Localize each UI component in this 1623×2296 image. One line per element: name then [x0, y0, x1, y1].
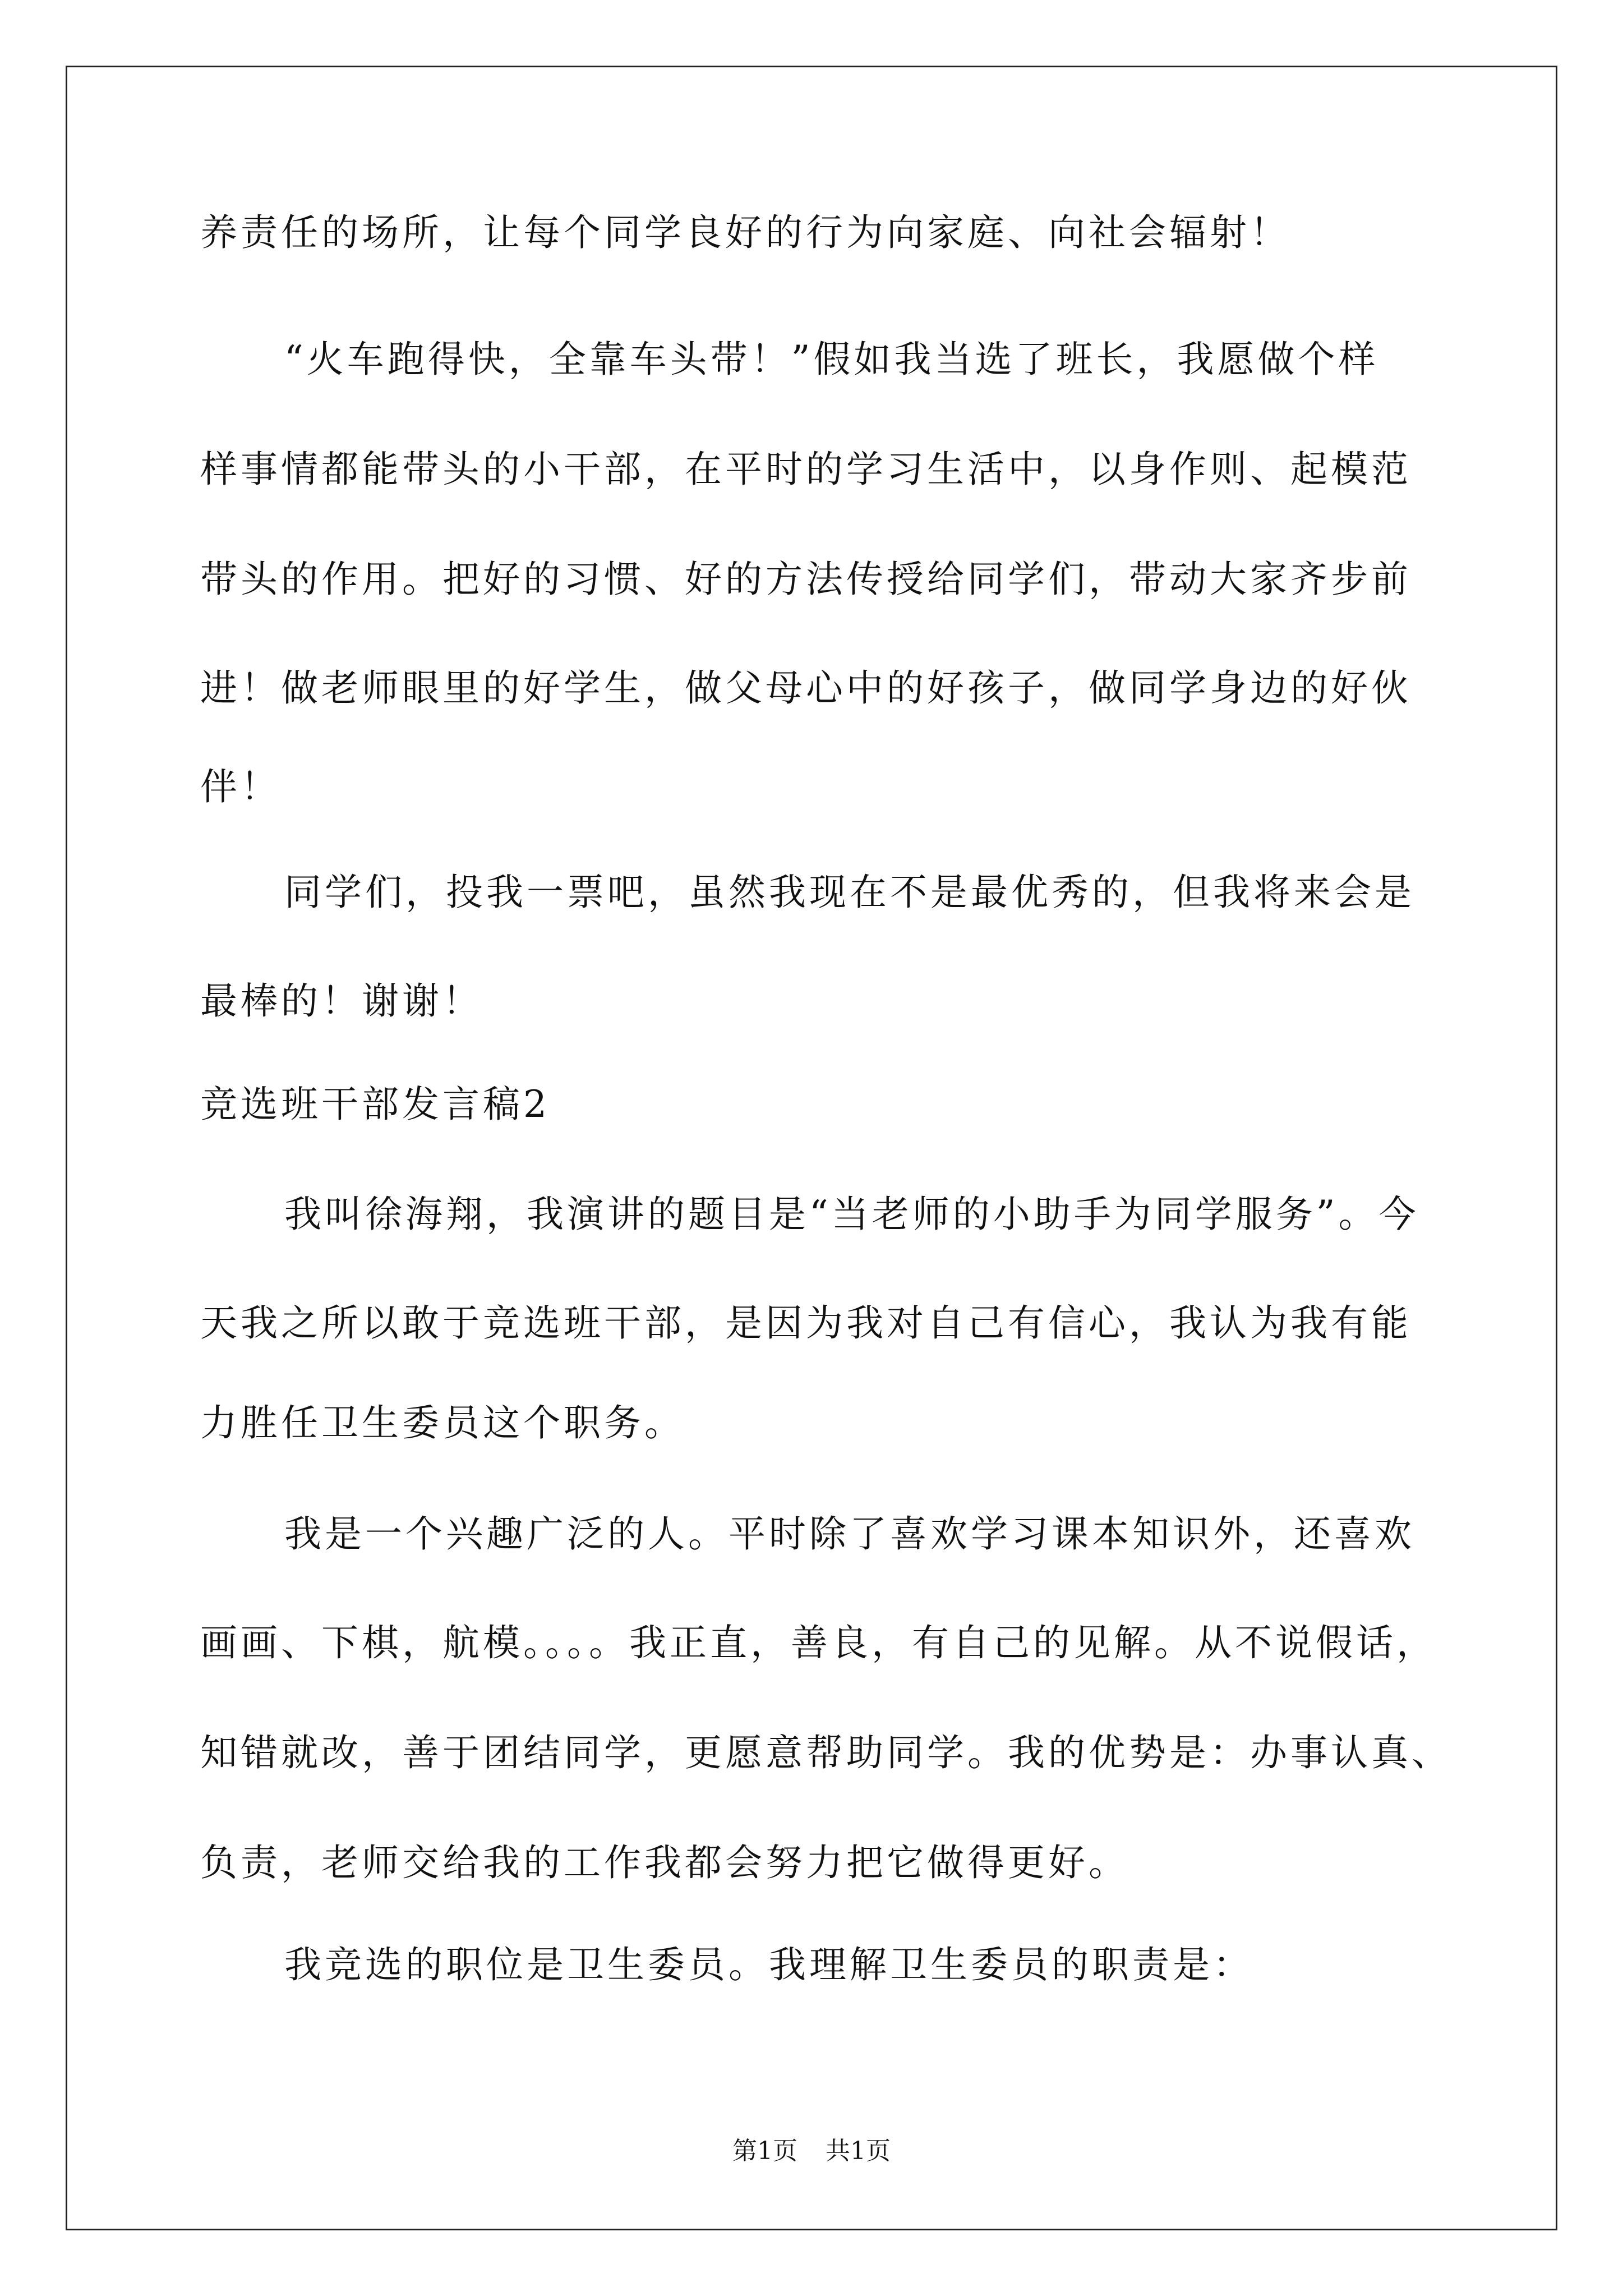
text-line: 天我之所以敢于竞选班干部，是因为我对自己有信心，我认为我有能: [200, 1301, 1412, 1345]
text-line: 带头的作用。把好的习惯、好的方法传授给同学们，带动大家齐步前: [200, 558, 1412, 601]
paragraph-first-line: 我叫徐海翔，我演讲的题目是“当老师的小助手为同学服务”。今: [284, 1193, 1419, 1236]
text-line: 养责任的场所，让每个同学良好的行为向家庭、向社会辐射！: [200, 211, 1290, 254]
text-line: 画画、下棋，航模。。。。我正直，善良，有自己的见解。从不说假话，: [200, 1621, 1437, 1664]
paragraph-first-line: 我是一个兴趣广泛的人。平时除了喜欢学习课本知识外，还喜欢: [284, 1512, 1415, 1556]
text-line: 最棒的！谢谢！: [200, 979, 483, 1023]
paragraph-first-line: 同学们，投我一票吧，虽然我现在不是最优秀的，但我将来会是: [284, 871, 1415, 914]
section-heading: 竞选班干部发言稿2: [200, 1083, 550, 1126]
text-line: 知错就改，善于团结同学，更愿意帮助同学。我的优势是：办事认真、: [200, 1731, 1452, 1774]
text-line: 样事情都能带头的小干部，在平时的学习生活中，以身作则、起模范: [200, 448, 1412, 491]
paragraph-first-line: 我竞选的职位是卫生委员。我理解卫生委员的职责是：: [284, 1943, 1253, 1986]
text-line: 负责，老师交给我的工作我都会努力把它做得更好。: [200, 1841, 1129, 1884]
page-total: 共1页: [826, 2137, 891, 2165]
page-number: 第1页: [732, 2137, 797, 2165]
text-line: 进！做老师眼里的好学生，做父母心中的好孩子，做同学身边的好伙: [200, 666, 1412, 710]
page-footer: [0, 2139, 1623, 2164]
text-line: 伴！: [200, 765, 281, 808]
paragraph-first-line: “火车跑得快，全靠车头带！”假如我当选了班长，我愿做个样: [284, 338, 1379, 381]
text-line: 力胜任卫生委员这个职务。: [200, 1401, 685, 1444]
page-border: [66, 66, 1557, 2230]
